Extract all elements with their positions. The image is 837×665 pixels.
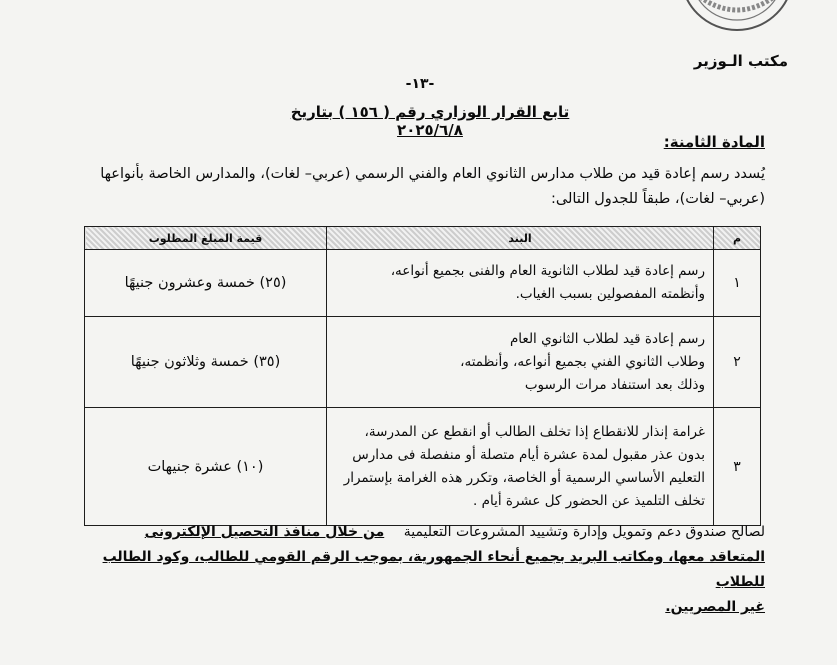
description-line: تخلف التلميذ عن الحضور كل عشرة أيام .: [473, 492, 705, 509]
ministry-seal-icon: [676, 0, 798, 40]
description-line: رسم إعادة قيد لطلاب الثانوي العام: [509, 330, 705, 347]
row-description: [327, 317, 714, 408]
description-line: وذلك بعد استنفاد مرات الرسوب: [524, 376, 705, 393]
office-label: مكتب الـوزير: [693, 52, 788, 70]
table-row: [85, 250, 761, 317]
closing-paragraph: [74, 520, 765, 620]
closing-channels-text: من خلال منافذ التحصيل الإلكترونى: [144, 524, 385, 540]
header-num: م: [714, 227, 761, 250]
description-line: التعليم الأساسي الرسمية أو الخاصة، وتكرر هذه الغرامة بإستمرار: [343, 469, 705, 486]
table-row: [85, 408, 761, 526]
page-number: -١٣-: [405, 76, 435, 92]
description-line: وأنظمته المفصولين بسبب الغياب.: [515, 286, 705, 302]
description-line: وطلاب الثانوي الفني بجميع أنواعه، وأنظمته،: [460, 353, 705, 370]
row-amount: (٢٥) خمسة وعشرون جنيهًا: [85, 250, 327, 317]
article-intro: يُسدد رسم إعادة قيد من طلاب مدارس الثانوي العام والفني الرسمي (عربي– لغات)، والمدارس الخاصة بأنواعها (عربي– لغات)، طبقاً للجدول التالى:: [100, 166, 765, 207]
description-line: بدون عذر مقبول لمدة عشرة أيام متصلة أو منفصلة فى مدارس: [352, 446, 705, 463]
description-line: رسم إعادة قيد لطلاب الثانوية العام والفنى بجميع أنواعه،: [390, 263, 705, 279]
table-header-row: [85, 227, 761, 250]
closing-line-2: المتعاقد معها، ومكاتب البريد بجميع أنحاء الجمهورية، بموجب الرقم القومي للطالب، وكود الطالب للطلاب: [102, 549, 765, 590]
row-number: ١: [714, 250, 761, 317]
row-number: ٢: [714, 317, 761, 408]
row-amount: (٣٥) خمسة وثلاثون جنيهًا: [85, 317, 327, 408]
row-amount: (١٠) عشرة جنيهات: [85, 408, 327, 526]
header-amount: قيمة المبلغ المطلوب: [85, 227, 327, 250]
closing-fund-text: لصالح صندوق دعم وتمويل وإدارة وتشييد المشروعات التعليمية: [403, 524, 765, 540]
fees-table: [84, 226, 761, 526]
article-title: المادة الثامنة:: [663, 133, 765, 151]
closing-line-1: [74, 520, 765, 545]
row-description: [327, 250, 714, 317]
header-item: البند: [327, 227, 714, 250]
row-description: [327, 408, 714, 526]
closing-line-3: غير المصريين.: [665, 599, 765, 615]
decree-reference: تابع القرار الوزاري رقم ( ١٥٦ ) بتاريخ ٢٠٢٥/٦/٨: [290, 103, 570, 139]
row-number: ٣: [714, 408, 761, 526]
table-row: [85, 317, 761, 408]
description-line: غرامة إنذار للانقطاع إذا تخلف الطالب أو انقطع عن المدرسة،: [364, 423, 705, 440]
